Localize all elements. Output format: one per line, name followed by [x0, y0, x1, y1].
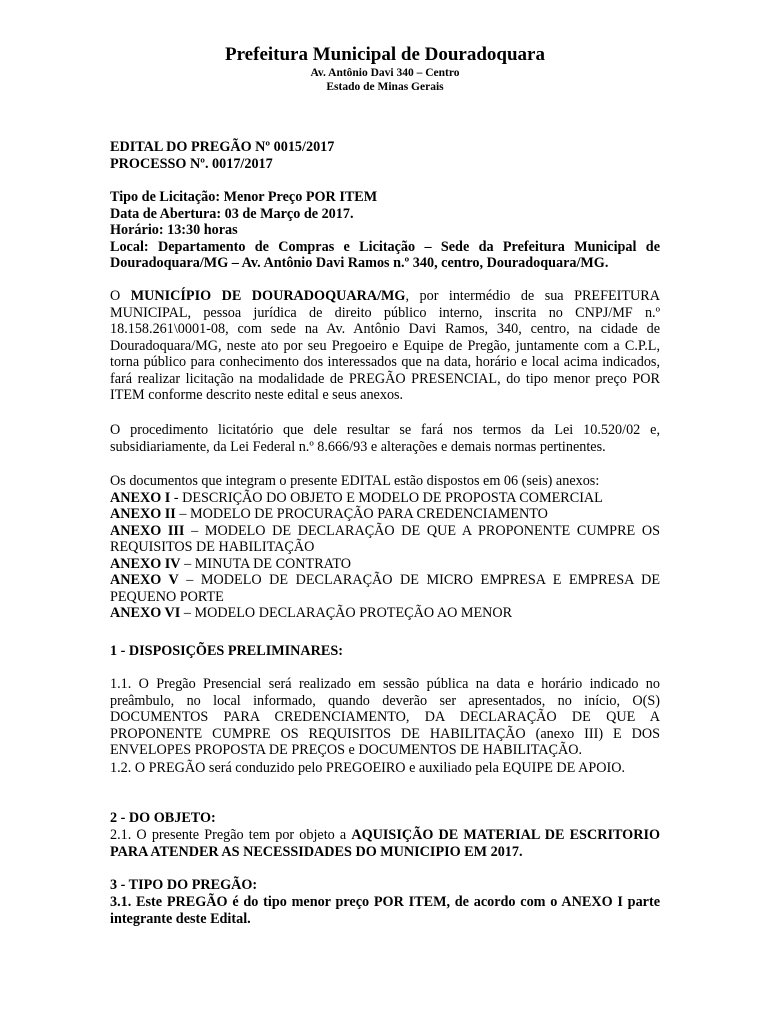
info-horario: Horário: 13:30 horas: [110, 222, 238, 238]
anexo-item: ANEXO VI – MODELO DECLARAÇÃO PROTEÇÃO AO MENOR: [110, 605, 513, 621]
licitacao-info: [110, 189, 660, 272]
section-2-title: 2 - DO OBJETO:: [110, 810, 216, 826]
section-1-paragraph-1: 1.1. O Pregão Presencial será realizado em sessão pública na data e horário indicado no preâmbulo, no local informado, quando deverão ser apresentados, no início, O(S) DOCUMENTOS PARA CREDENCIAMENTO, DA DECLARAÇÃO DE QUE A PROPONENTE CUMPRE OS REQUISITOS DE HABILITAÇÃO (anexo III) E DOS ENVELOPES PROPOSTA DE PREÇOS e DOCUMENTOS DE HABILITAÇÃO.: [110, 676, 660, 758]
section-3-paragraph: 3.1. Este PREGÃO é do tipo menor preço POR ITEM, de acordo com o ANEXO I parte integrante deste Edital.: [110, 894, 660, 927]
section-2-objeto: AQUISIÇÃO DE MATERIAL DE ESCRITORIO PARA ATENDER AS NECESSIDADES DO MUNICIPIO EM 2017.: [110, 827, 661, 860]
header-address: Av. Antônio Davi 340 – Centro: [310, 67, 460, 79]
page-title: Prefeitura Municipal de Douradoquara: [224, 44, 545, 65]
section-3-title: 3 - TIPO DO PREGÃO:: [110, 877, 258, 893]
section-1-title: 1 - DISPOSIÇÕES PRELIMINARES:: [110, 643, 343, 659]
edital-processo: PROCESSO Nº. 0017/2017: [110, 155, 273, 172]
intro-text: , por intermédio de sua PREFEITURA MUNICIPAL, pessoa jurídica de direito público interno, inscrita no CNPJ/MF n.º 18.158.261\0001-08, com sede na Av. Antônio Davi Ramos, 340, centro, na cidade de Douradoquara/MG, neste ato por seu Pregoeiro e Equipe de Pregão, juntamente com a C.P.L, torna público para conhecimento dos interessados que na data, horário e local acima indicados, fará realizar licitação na modalidade de PREGÃO PRESENCIAL, do tipo menor preço POR ITEM conforme descrito neste edital e seus anexos.: [110, 288, 661, 403]
anexo-item: ANEXO IV – MINUTA DE CONTRATO: [110, 555, 351, 572]
anexo-item: ANEXO II – MODELO DE PROCURAÇÃO PARA CREDENCIAMENTO: [110, 506, 548, 522]
anexos-list: [110, 473, 660, 622]
intro-paragraph: [110, 288, 660, 404]
edital-heading: [110, 139, 660, 172]
anexo-item: ANEXO V – MODELO DE DECLARAÇÃO DE MICRO EMPRESA E EMPRESA DE PEQUENO PORTE: [110, 572, 660, 605]
anexo-item: ANEXO I - DESCRIÇÃO DO OBJETO E MODELO DE PROPOSTA COMERCIAL: [110, 489, 603, 506]
intro-municipio: MUNICÍPIO DE DOURADOQUARA/MG: [130, 288, 406, 304]
procedimento-paragraph: O procedimento licitatório que dele resultar se fará nos termos da Lei 10.520/02 e, subsidiariamente, da Lei Federal n.º 8.666/93 e alterações e demais normas pertinentes.: [110, 422, 660, 455]
info-tipo: Tipo de Licitação: Menor Preço POR ITEM: [110, 189, 378, 205]
edital-pregao: EDITAL DO PREGÃO Nº 0015/2017: [110, 139, 335, 155]
anexos-intro: Os documentos que integram o presente EDITAL estão dispostos em 06 (seis) anexos:: [110, 473, 600, 489]
section-1-paragraph-2: 1.2. O PREGÃO será conduzido pelo PREGOEIRO e auxiliado pela EQUIPE DE APOIO.: [110, 760, 626, 776]
header-state: Estado de Minas Gerais: [326, 81, 444, 93]
intro-prefix: O: [110, 288, 131, 304]
section-2-paragraph: [110, 827, 660, 860]
anexo-item: ANEXO III – MODELO DE DECLARAÇÃO DE QUE A PROPONENTE CUMPRE OS REQUISITOS DE HABILITAÇÃO: [110, 522, 660, 555]
info-local: Local: Departamento de Compras e Licitação – Sede da Prefeitura Municipal de Douradoquara/MG – Av. Antônio Davi Ramos n.º 340, centro, Douradoquara/MG.: [110, 238, 660, 271]
info-data: Data de Abertura: 03 de Março de 2017.: [110, 205, 354, 222]
section-2-prefix: 2.1. O presente Pregão tem por objeto a: [110, 827, 352, 843]
